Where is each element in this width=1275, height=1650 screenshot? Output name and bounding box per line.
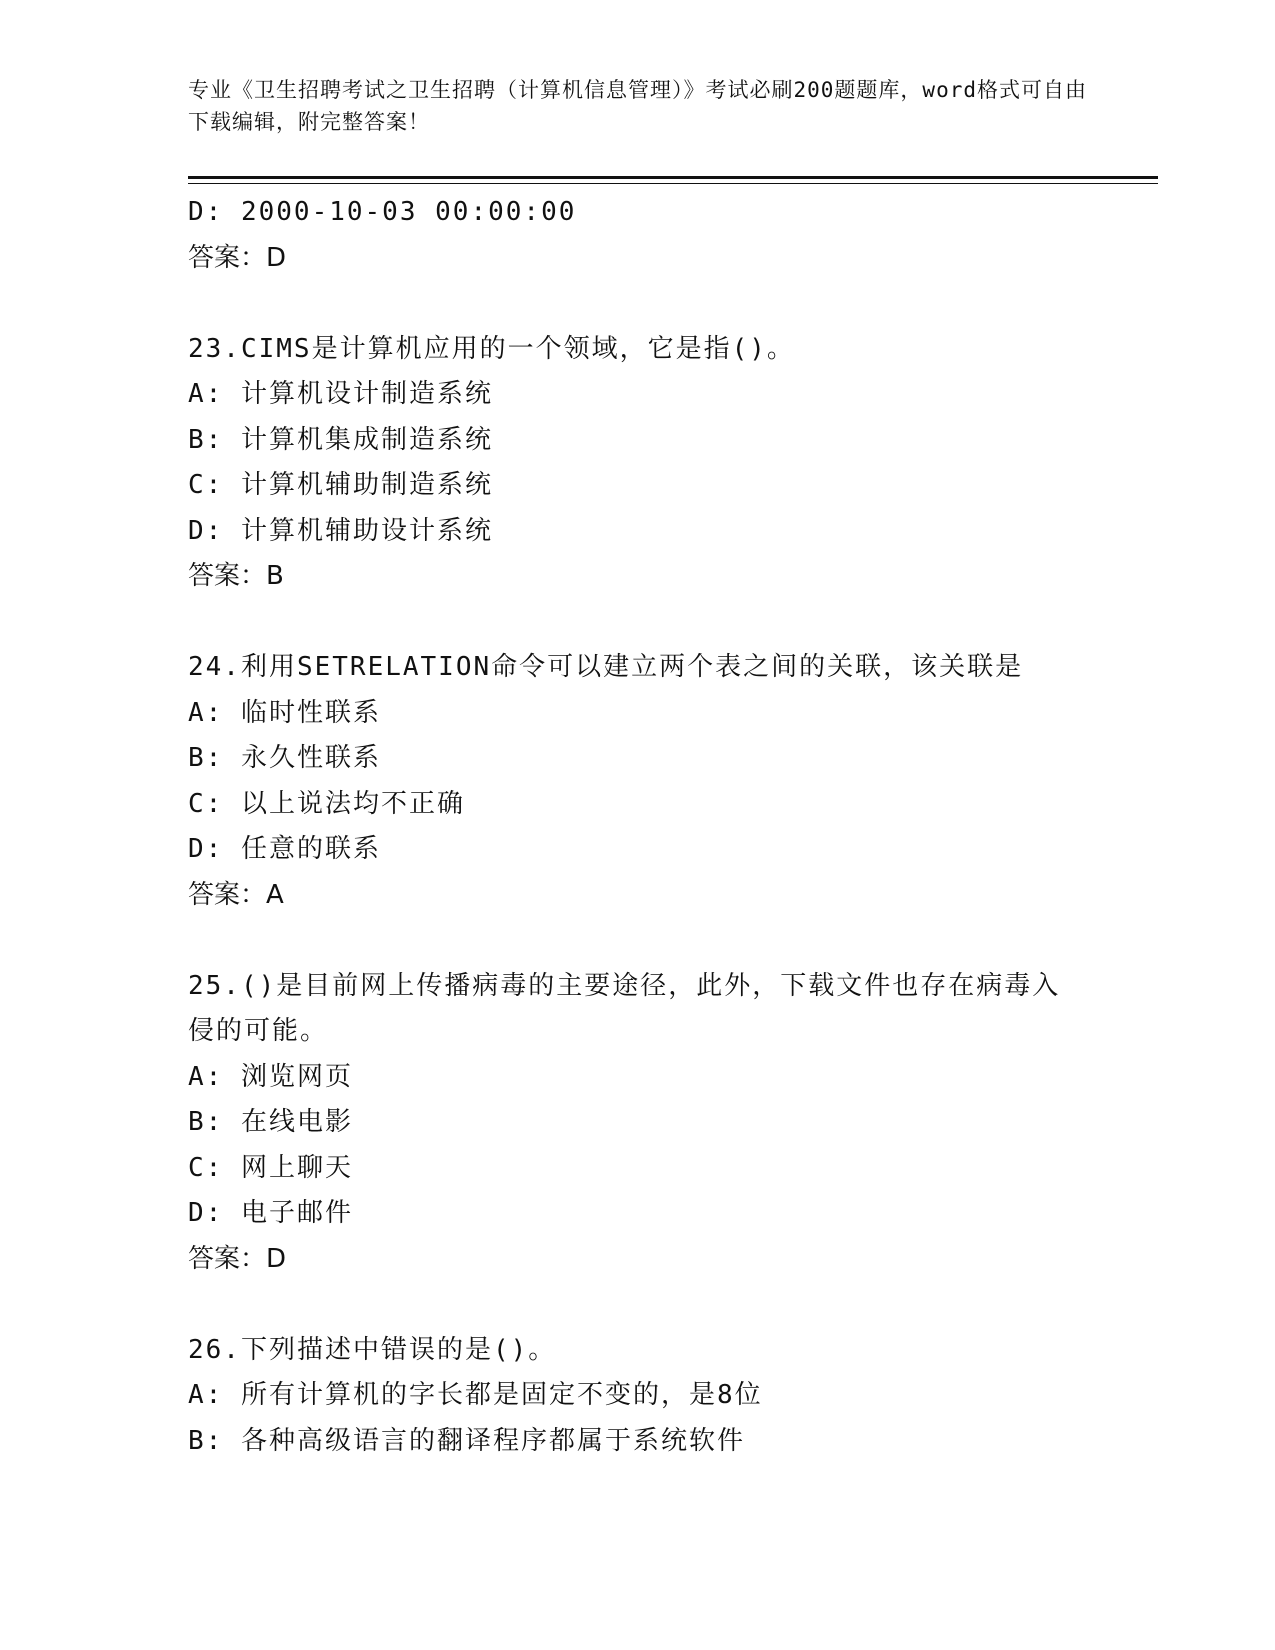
prev-option-d: D: 2000-10-03 00:00:00	[188, 197, 577, 227]
question-23-option-a: A: 计算机设计制造系统	[188, 379, 493, 409]
question-26-option-b: B: 各种高级语言的翻译程序都属于系统软件	[188, 1425, 745, 1456]
question-26-option-a: A: 所有计算机的字长都是固定不变的，是8位	[188, 1380, 763, 1410]
question-24-option-c: C: 以上说法均不正确	[188, 788, 465, 819]
question-25-option-d: D: 电子邮件	[188, 1198, 353, 1228]
question-23-option-c: C: 计算机辅助制造系统	[188, 470, 493, 500]
question-24-option-b: B: 永久性联系	[188, 743, 381, 773]
question-23-option-d: D: 计算机辅助设计系统	[188, 515, 493, 546]
header-divider-thin	[188, 183, 1158, 184]
question-24-option-a: A: 临时性联系	[188, 697, 381, 728]
document-header: 专业《卫生招聘考试之卫生招聘（计算机信息管理）》考试必刷200题题库，word格式可自由下载编辑，附完整答案！	[188, 78, 1087, 134]
question-24-option-d: D: 任意的联系	[188, 834, 381, 864]
spacer	[188, 918, 1158, 964]
question-25-option-c: C: 网上聊天	[188, 1152, 353, 1183]
question-23-option-b: B: 计算机集成制造系统	[188, 424, 493, 455]
spacer	[188, 1282, 1158, 1328]
question-24-stem: 24.利用SETRELATION命令可以建立两个表之间的关联，该关联是	[188, 652, 1024, 682]
question-25-answer: 答案：D	[188, 1243, 287, 1274]
header-divider-thick	[188, 176, 1158, 179]
question-24-answer: 答案：A	[188, 879, 284, 910]
spacer	[188, 600, 1158, 646]
question-25-option-b: B: 在线电影	[188, 1107, 353, 1137]
question-26-stem: 26.下列描述中错误的是()。	[188, 1334, 557, 1365]
question-23-answer: 答案：B	[188, 561, 284, 591]
question-list	[188, 190, 1158, 1464]
prev-answer: 答案：D	[188, 242, 287, 273]
spacer	[188, 281, 1158, 327]
question-23-stem: 23.CIMS是计算机应用的一个领域，它是指()。	[188, 333, 795, 364]
question-25-option-a: A: 浏览网页	[188, 1061, 353, 1092]
question-25-stem: 25.()是目前网上传播病毒的主要途径，此外，下载文件也存在病毒入侵的可能。	[188, 970, 1061, 1046]
